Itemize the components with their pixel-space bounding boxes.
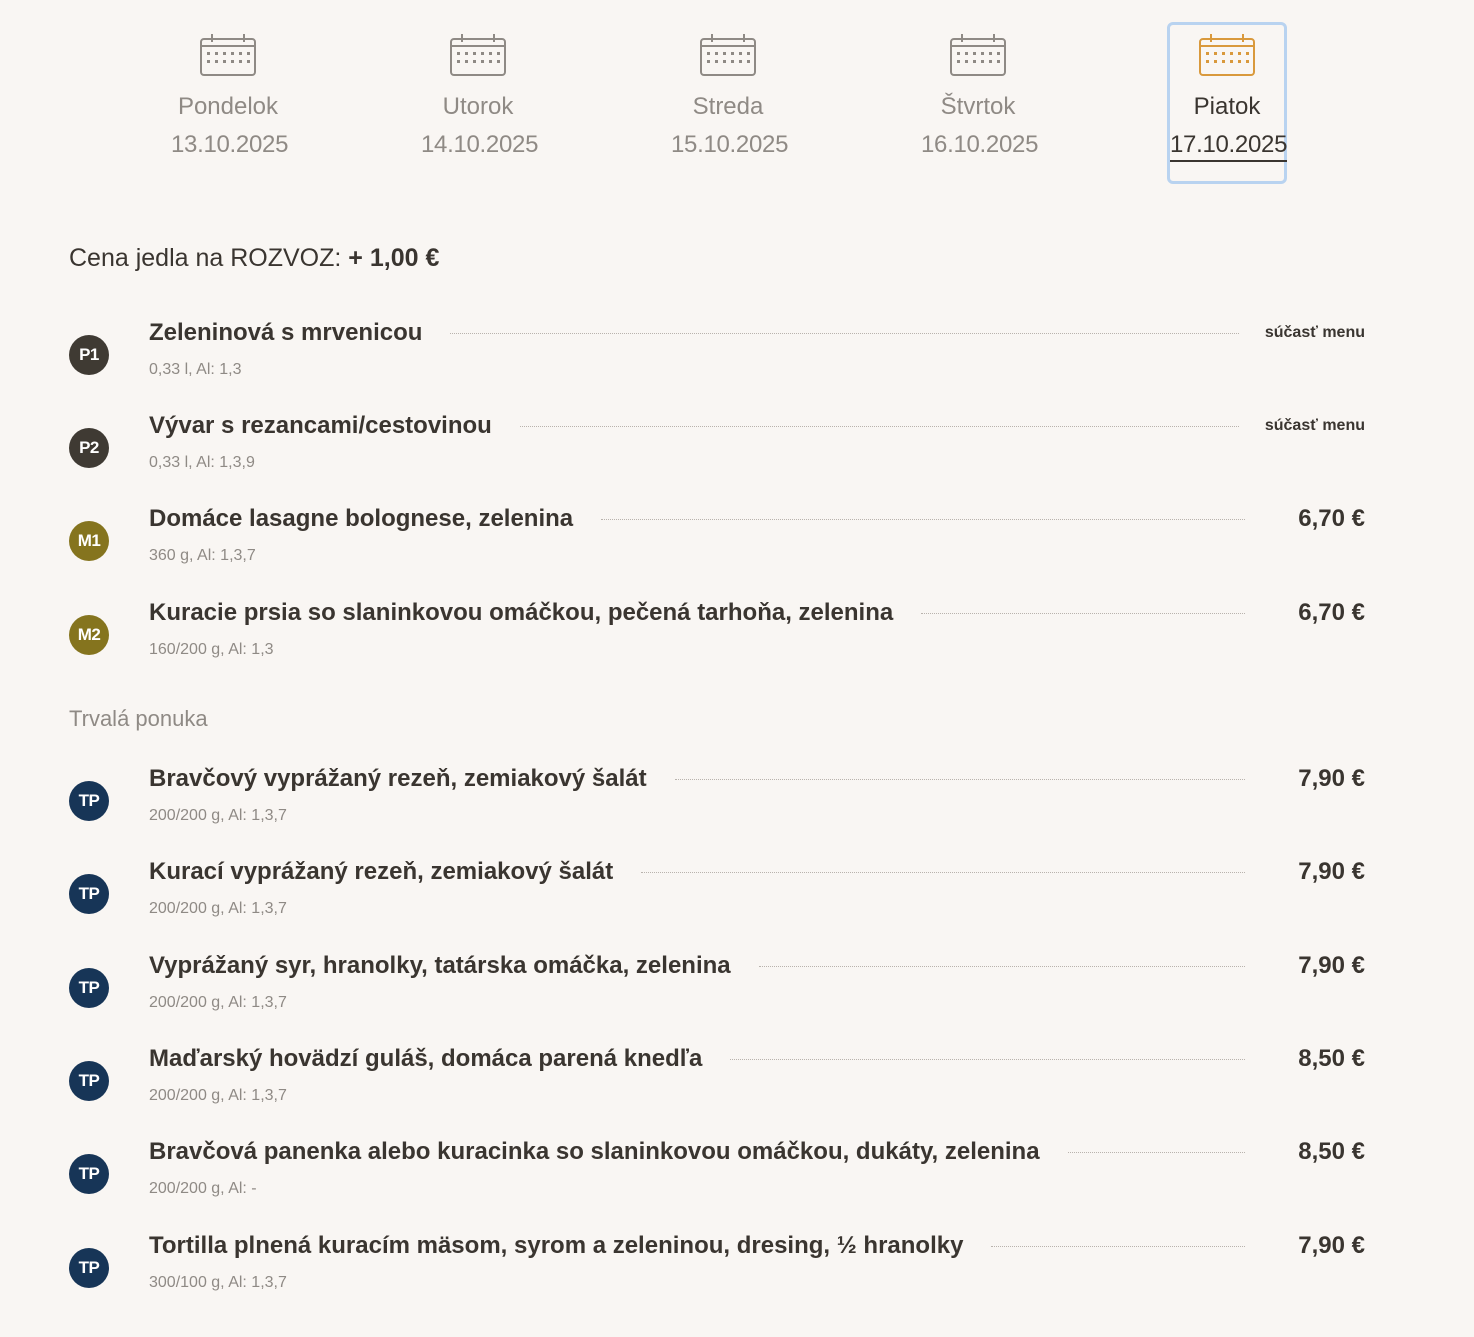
menu-item-meta: 200/200 g, Al: - bbox=[149, 1180, 257, 1197]
menu-item bbox=[69, 1136, 1365, 1216]
menu-item-price: 7,90 € bbox=[1298, 952, 1365, 979]
menu-item bbox=[69, 1230, 1365, 1310]
day-tabs bbox=[0, 22, 1474, 184]
menu-item-name: Tortilla plnená kuracím mäsom, syrom a zeleninou, dresing, ½ hranolky bbox=[149, 1232, 964, 1259]
menu-item-meta: 200/200 g, Al: 1,3,7 bbox=[149, 900, 287, 917]
menu-badge: TP bbox=[69, 1154, 109, 1194]
menu-item-meta: 0,33 l, Al: 1,3 bbox=[149, 361, 242, 378]
menu-item-price: 8,50 € bbox=[1298, 1138, 1365, 1165]
day-name: Pondelok bbox=[177, 93, 279, 120]
day-date: 13.10.2025 bbox=[171, 131, 289, 158]
menu-badge: P2 bbox=[69, 428, 109, 468]
menu-badge: TP bbox=[69, 874, 109, 914]
delivery-label: Cena jedla na ROZVOZ: bbox=[69, 244, 342, 272]
day-date: 16.10.2025 bbox=[921, 131, 1039, 158]
menu-item-meta: 300/100 g, Al: 1,3,7 bbox=[149, 1274, 287, 1291]
menu-item-price: 8,50 € bbox=[1298, 1045, 1365, 1072]
menu-item-name: Zeleninová s mrvenicou bbox=[149, 319, 423, 346]
day-name: Piatok bbox=[1193, 93, 1261, 120]
menu-badge: P1 bbox=[69, 335, 109, 375]
menu-item-meta: 160/200 g, Al: 1,3 bbox=[149, 641, 274, 658]
menu-item-price: súčasť menu bbox=[1264, 417, 1365, 434]
menu-item-price: 6,70 € bbox=[1298, 505, 1365, 532]
day-tab-wednesday[interactable] bbox=[668, 22, 788, 184]
menu-item-price: súčasť menu bbox=[1264, 324, 1365, 341]
menu-item-meta: 0,33 l, Al: 1,3,9 bbox=[149, 454, 255, 471]
calendar-icon bbox=[198, 33, 258, 79]
day-tab-friday[interactable] bbox=[1167, 22, 1287, 184]
dotted-leader bbox=[730, 1059, 1245, 1060]
day-name: Streda bbox=[692, 93, 764, 120]
menu-item-meta: 360 g, Al: 1,3,7 bbox=[149, 547, 256, 564]
menu-item-price: 7,90 € bbox=[1298, 1232, 1365, 1259]
menu-item-name: Bravčový vyprážaný rezeň, zemiakový šalát bbox=[149, 765, 647, 792]
menu-item-name: Vývar s rezancami/cestovinou bbox=[149, 412, 492, 439]
dotted-leader bbox=[601, 519, 1245, 520]
day-name: Štvrtok bbox=[940, 93, 1016, 120]
day-tab-monday[interactable] bbox=[168, 22, 288, 184]
dotted-leader bbox=[675, 779, 1245, 780]
menu-badge: M1 bbox=[69, 521, 109, 561]
dotted-leader bbox=[520, 426, 1239, 427]
menu-item bbox=[69, 1043, 1365, 1123]
menu-badge: TP bbox=[69, 1061, 109, 1101]
day-date: 15.10.2025 bbox=[671, 131, 789, 158]
dotted-leader bbox=[641, 872, 1245, 873]
calendar-icon bbox=[448, 33, 508, 79]
dotted-leader bbox=[450, 333, 1238, 334]
menu-item-name: Kuracie prsia so slaninkovou omáčkou, pečená tarhoňa, zelenina bbox=[149, 599, 894, 626]
dotted-leader bbox=[1068, 1152, 1245, 1153]
menu-item bbox=[69, 410, 1365, 490]
section-title-permanent: Trvalá ponuka bbox=[69, 706, 208, 731]
dotted-leader bbox=[991, 1246, 1245, 1247]
dotted-leader bbox=[921, 613, 1245, 614]
menu-item bbox=[69, 856, 1365, 936]
menu-badge: TP bbox=[69, 1248, 109, 1288]
menu-badge: M2 bbox=[69, 615, 109, 655]
menu-badge: TP bbox=[69, 781, 109, 821]
day-tab-tuesday[interactable] bbox=[418, 22, 538, 184]
menu-item bbox=[69, 597, 1365, 677]
menu-item-meta: 200/200 g, Al: 1,3,7 bbox=[149, 807, 287, 824]
delivery-surcharge: + 1,00 € bbox=[348, 244, 440, 272]
menu-item-price: 7,90 € bbox=[1298, 765, 1365, 792]
menu-item-name: Maďarský hovädzí guláš, domáca parená knedľa bbox=[149, 1045, 703, 1072]
menu-item-name: Kurací vyprážaný rezeň, zemiakový šalát bbox=[149, 858, 614, 885]
menu-item-price: 7,90 € bbox=[1298, 858, 1365, 885]
menu-item bbox=[69, 763, 1365, 843]
delivery-price-note bbox=[69, 244, 439, 273]
menu-item-meta: 200/200 g, Al: 1,3,7 bbox=[149, 1087, 287, 1104]
menu-item-meta: 200/200 g, Al: 1,3,7 bbox=[149, 994, 287, 1011]
menu-item-name: Vyprážaný syr, hranolky, tatárska omáčka, zelenina bbox=[149, 952, 731, 979]
day-tab-thursday[interactable] bbox=[918, 22, 1038, 184]
dotted-leader bbox=[759, 966, 1245, 967]
menu-item bbox=[69, 503, 1365, 583]
day-date: 14.10.2025 bbox=[421, 131, 539, 158]
menu-item bbox=[69, 950, 1365, 1030]
day-name: Utorok bbox=[442, 93, 514, 120]
calendar-icon bbox=[1197, 33, 1257, 79]
menu-item-name: Domáce lasagne bolognese, zelenina bbox=[149, 505, 574, 532]
menu-item-price: 6,70 € bbox=[1298, 599, 1365, 626]
calendar-icon bbox=[698, 33, 758, 79]
menu-item-name: Bravčová panenka alebo kuracinka so slaninkovou omáčkou, dukáty, zelenina bbox=[149, 1138, 1040, 1165]
menu-badge: TP bbox=[69, 968, 109, 1008]
calendar-icon bbox=[948, 33, 1008, 79]
menu-item bbox=[69, 317, 1365, 397]
day-date: 17.10.2025 bbox=[1170, 131, 1287, 162]
